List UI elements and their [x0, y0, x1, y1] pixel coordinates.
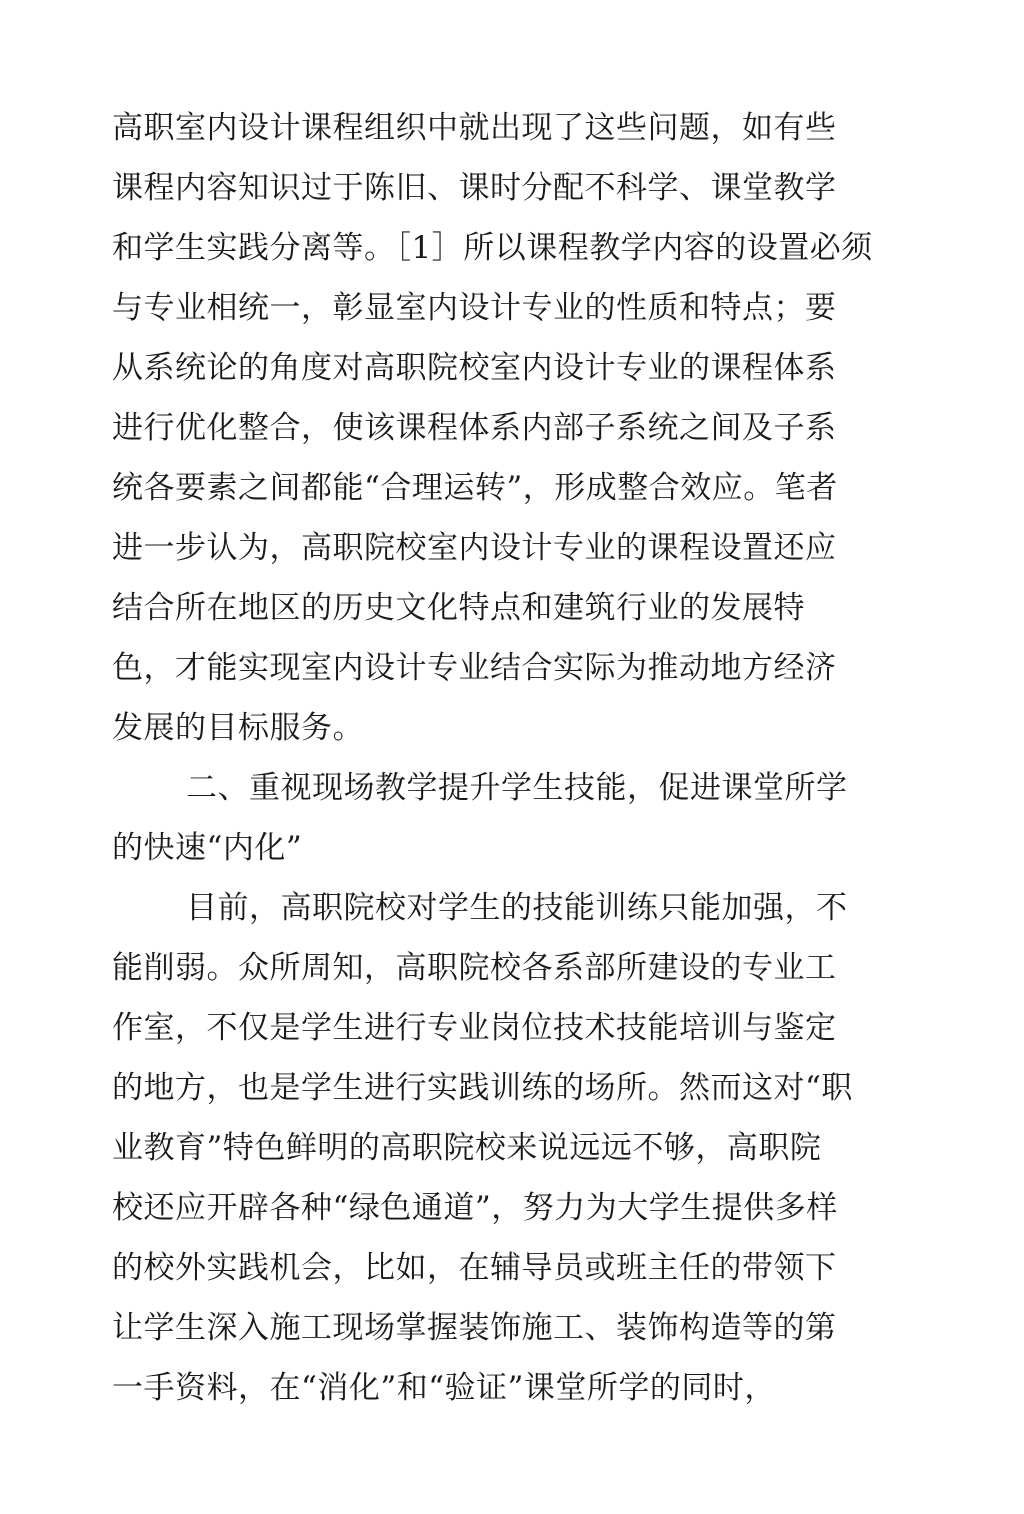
text-line: 和学生实践分离等。［1］所以课程教学内容的设置必须: [112, 230, 873, 266]
text-line: 从系统论的角度对高职院校室内设计专业的课程体系: [112, 350, 837, 386]
text-line: 让学生深入施工现场掌握装饰施工、装饰构造等的第: [112, 1310, 837, 1346]
text-line: 的地方，也是学生进行实践训练的场所。然而这对“职: [112, 1070, 853, 1106]
text-line: 色，才能实现室内设计专业结合实际为推动地方经济: [112, 650, 837, 686]
text-line: 课程内容知识过于陈旧、课时分配不科学、课堂教学: [112, 170, 837, 206]
text-line: 的校外实践机会，比如，在辅导员或班主任的带领下: [112, 1250, 837, 1286]
text-line: 统各要素之间都能“合理运转”，形成整合效应。笔者: [112, 470, 838, 506]
text-line: 业教育”特色鲜明的高职院校来说远远不够，高职院: [112, 1130, 822, 1166]
text-line: 作室，不仅是学生进行专业岗位技术技能培训与鉴定: [112, 1010, 837, 1046]
paragraph-start: 目前，高职院校对学生的技能训练只能加强，不: [186, 890, 848, 926]
text-line: 发展的目标服务。: [112, 710, 364, 746]
text-line: 结合所在地区的历史文化特点和建筑行业的发展特: [112, 590, 805, 626]
text-line: 能削弱。众所周知，高职院校各系部所建设的专业工: [112, 950, 837, 986]
text-line: 校还应开辟各种“绿色通道”，努力为大学生提供多样: [112, 1190, 838, 1226]
text-line: 进一步认为，高职院校室内设计专业的课程设置还应: [112, 530, 837, 566]
section-heading: 二、重视现场教学提升学生技能，促进课堂所学: [186, 770, 848, 806]
text-line: 与专业相统一，彰显室内设计专业的性质和特点；要: [112, 290, 837, 326]
text-line: 高职室内设计课程组织中就出现了这些问题，如有些: [112, 110, 837, 146]
text-line: 进行优化整合，使该课程体系内部子系统之间及子系: [112, 410, 837, 446]
section-heading-continued: 的快速“内化”: [112, 830, 303, 866]
text-line: 一手资料，在“消化”和“验证”课堂所学的同时，: [112, 1370, 776, 1406]
